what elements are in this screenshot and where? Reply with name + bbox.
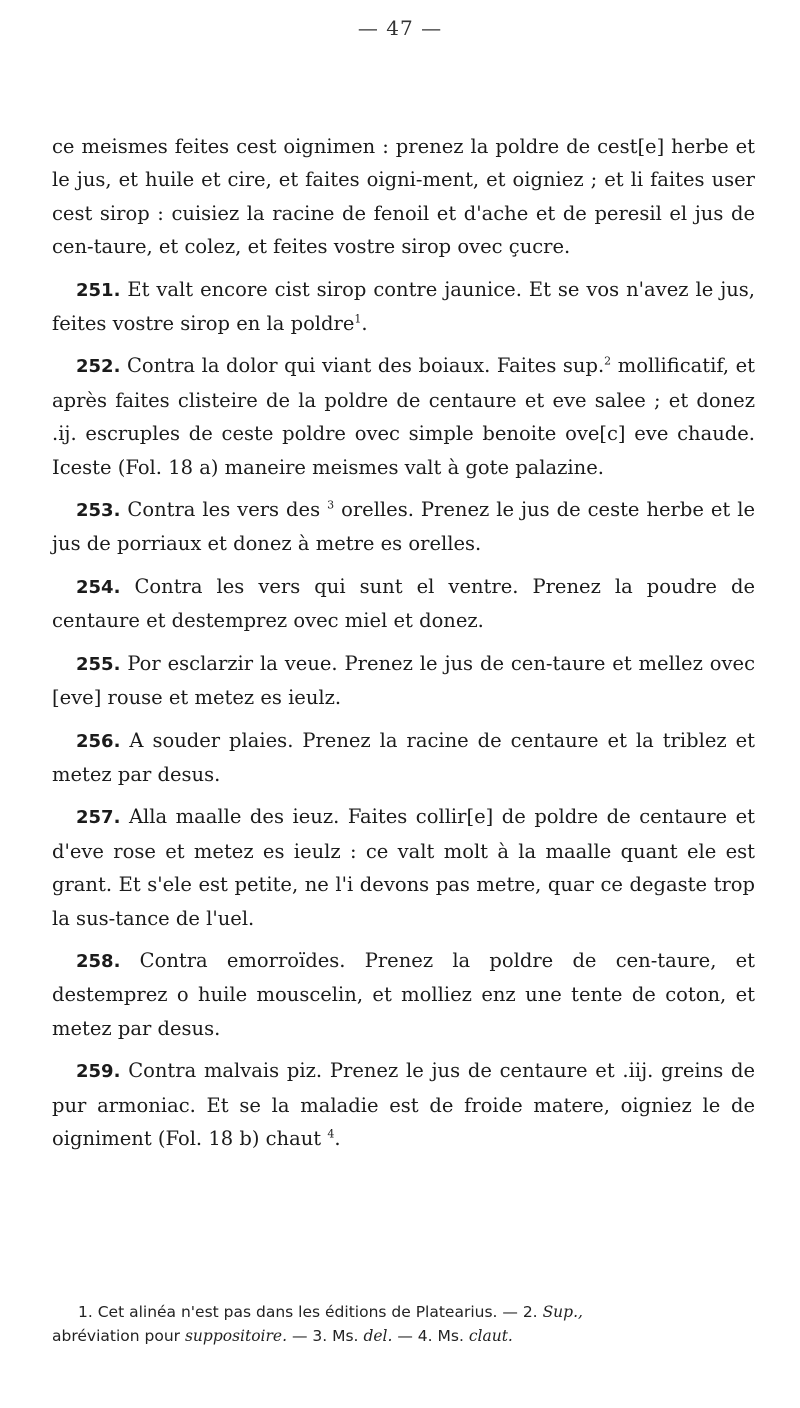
entry-text: A souder plaies. Prenez la racine de centaure et la triblez et metez par desus. xyxy=(52,728,755,786)
body-text xyxy=(52,130,755,1155)
footnote-line xyxy=(52,1300,755,1324)
entry-text: Alla maalle des ieuz. Faites collir[e] de poldre de centaure et d'eve rose et metez es ieulz : ce valt molt à la maalle quant ele est grant. Et s'ele est petite, ne l'i devons pas metre, quar ce degaste trop la sus-tance de l'uel. xyxy=(52,805,755,930)
entry-257 xyxy=(52,800,755,935)
footnote-ref: 4 xyxy=(327,1127,335,1141)
footnote-italic: del. xyxy=(363,1327,393,1345)
entry-text: Por esclarzir la veue. Prenez le jus de cen-taure et mellez ovec [eve] rouse et metez es ieulz. xyxy=(52,651,755,710)
entry-text: Contra les vers qui sunt el ventre. Prenez la poudre de centaure et destemprez ovec miel et donez. xyxy=(52,574,755,633)
entry-259 xyxy=(52,1054,755,1155)
entry-text-continued: orelles. Prenez le jus de ceste herbe et le jus de porriaux et donez à metre es orelles. xyxy=(52,498,756,556)
entry-tail: . xyxy=(334,1126,341,1150)
entry-text: Contra malvais piz. Prenez le jus de centaure et .iij. greins de pur armoniac. Et se la maladie est de froide matere, oigniez le de oigniment (Fol. 18 b) chaut xyxy=(52,1059,756,1150)
footnote-ref: 3 xyxy=(327,498,335,512)
entry-number: 251. xyxy=(76,279,121,301)
entry-tail: . xyxy=(361,312,368,336)
entry-number: 253. xyxy=(76,500,121,522)
entry-number: 258. xyxy=(76,950,121,972)
entry-258 xyxy=(52,944,755,1045)
entry-251 xyxy=(52,273,755,341)
intro-paragraph: ce meismes feites cest oignimen : prenez la poldre de cest[e] herbe et le jus, et huile et cire, et faites oigni-ment, et oigniez ; et li faites user cest sirop : cuisiez la racine de fenoil et d'ache et de peresil el jus de cen-taure, et colez, et feites vostre sirop ovec çucre. xyxy=(52,135,755,259)
footnote-ref: 2 xyxy=(604,354,612,368)
entry-253 xyxy=(52,493,755,561)
entry-number: 255. xyxy=(76,653,121,675)
entry-text: Contra la dolor qui viant des boiaux. Faites sup. xyxy=(127,354,605,378)
entry-number: 259. xyxy=(76,1061,121,1083)
entry-text: Et valt encore cist sirop contre jaunice. Et se vos n'avez le jus, feites vostre sirop en la poldre xyxy=(52,277,756,336)
page-number: — 47 — xyxy=(357,16,443,40)
entry-254 xyxy=(52,570,755,638)
footnote-text: — 4. Ms. xyxy=(397,1327,464,1345)
footnote-ref: 1 xyxy=(354,312,362,326)
footnotes xyxy=(52,1300,755,1348)
entry-number: 252. xyxy=(76,356,121,378)
entry-text-continued: mollificatif, et après faites clisteire de la poldre de centaure et eve salee ; et donez .ij. escruples de ceste poldre ovec simple benoite ove[c] eve chaude. Iceste (Fol. 18 a) maneire meismes valt à gote palazine. xyxy=(52,354,756,479)
footnote-line xyxy=(52,1324,755,1348)
footnote-text: 1. Cet alinéa n'est pas dans les éditions de Platearius. — 2. xyxy=(78,1303,538,1321)
entry-number: 256. xyxy=(76,730,121,752)
entry-text: Contra les vers des xyxy=(127,498,321,522)
entry-number: 257. xyxy=(76,807,121,829)
entry-252 xyxy=(52,349,755,484)
footnote-italic: Sup., xyxy=(542,1303,583,1321)
entry-text: Contra emorroïdes. Prenez la poldre de cen-taure, et destemprez o huile mouscelin, et molliez enz une tente de coton, et metez par desus. xyxy=(52,948,755,1040)
footnote-text: — 3. Ms. xyxy=(291,1327,359,1345)
entry-number: 254. xyxy=(76,576,121,598)
footnote-italic: claut. xyxy=(468,1327,513,1345)
entry-256 xyxy=(52,724,755,792)
footnote-text: abréviation pour xyxy=(52,1327,181,1345)
footnote-italic: suppositoire. xyxy=(184,1327,288,1345)
entry-255 xyxy=(52,647,755,715)
